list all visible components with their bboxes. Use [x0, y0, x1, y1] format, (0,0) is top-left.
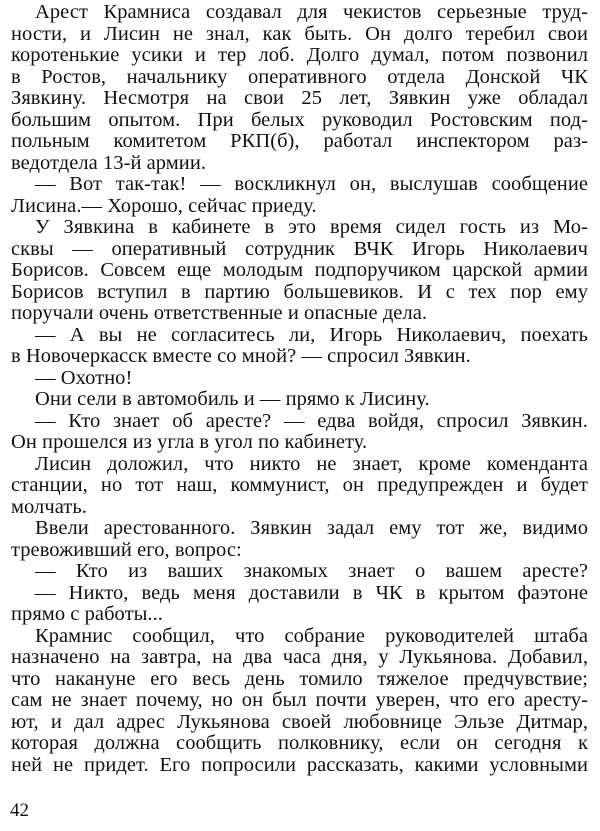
text-line: Лисин доложил, что никто не знает, кроме коменданта	[35, 452, 588, 475]
text-line: Борисов. Совсем еще молодым подпоручиком царской армии	[11, 259, 588, 281]
text-line: прямо с работы...	[11, 603, 163, 625]
text-line: что накануне его весь день томило тяжелое предчувствие;	[11, 667, 588, 690]
text-line: в Новочеркасск вместе со мной? — спросил Зявкин.	[11, 345, 471, 367]
text-line: Ввели арестованного. Зявкин задал ему тот же, видимо	[35, 517, 588, 539]
text-line: — Никто, ведь меня доставили в ЧК в крытом фаэтоне	[35, 581, 588, 604]
text-line: — А вы не согласитесь ли, Игорь Николаевич, поехать	[35, 323, 588, 346]
text-line: сквы — оперативный сотрудник ВЧК Игорь Николаевич	[11, 237, 588, 260]
text-line: станции, но тот наш, коммунист, он предупрежден и будет	[11, 474, 588, 496]
text-line: Лисина.— Хорошо, сейчас приеду.	[11, 194, 317, 217]
text-line: сам не знает почему, но он был почти уверен, что его аресту-	[11, 689, 588, 711]
text-line: ности, и Лисин не знал, как быть. Он долго теребил свои	[11, 22, 588, 45]
text-line: — Охотно!	[35, 366, 133, 389]
text-line: Арест Крамниса создавал для чекистов серьезные труд-	[35, 1, 588, 23]
text-line: ют, и дал адрес Лукьянова своей любовнице Эльзе Дитмар,	[11, 710, 588, 733]
text-line: Они сели в автомобиль и — прямо к Лисину.	[35, 388, 430, 410]
text-line: Он прошелся из угла в угол по кабинету.	[11, 431, 368, 453]
text-line: коротенькие усики и тер лоб. Долго думал, потом позвонил	[11, 44, 588, 66]
body-text	[11, 2, 588, 776]
text-line: ведотдела 13-й армии.	[11, 151, 207, 174]
text-line: назначено на завтра, на два часа дня, у Лукьянова. Добавил,	[11, 646, 588, 668]
text-line: У Зявкина в кабинете в это время сидел гость из Мо-	[35, 216, 588, 238]
text-line: — Кто из ваших знакомых знает о вашем аресте?	[35, 560, 588, 582]
text-line: — Вот так-так! — воскликнул он, выслушав сообщение	[35, 173, 588, 195]
text-line: Борисов вступил в партию большевиков. И с тех пор ему	[11, 280, 588, 303]
page-number: 42	[10, 800, 29, 821]
text-line: молчать.	[11, 495, 87, 518]
text-line: Крамнис сообщил, что собрание руководителей штаба	[35, 624, 588, 647]
text-line: тревоживший его, вопрос:	[11, 538, 242, 561]
text-line: ней не придет. Его попросили рассказать, какими условными	[11, 753, 588, 776]
text-line: большим опытом. При белых руководил Ростовским под-	[11, 108, 588, 131]
text-line: которая должна сообщить полковнику, если он сегодня к	[11, 732, 588, 754]
text-line: Зявкину. Несмотря на свои 25 лет, Зявкин уже обладал	[11, 87, 588, 109]
text-line: — Кто знает об аресте? — едва войдя, спросил Зявкин.	[35, 409, 588, 432]
text-line: польным комитетом РКП(б), работал инспектором раз-	[11, 130, 588, 152]
text-line: в Ростов, начальнику оперативного отдела Донской ЧК	[11, 65, 588, 88]
text-line: поручали очень ответственные и опасные дела.	[11, 302, 428, 324]
